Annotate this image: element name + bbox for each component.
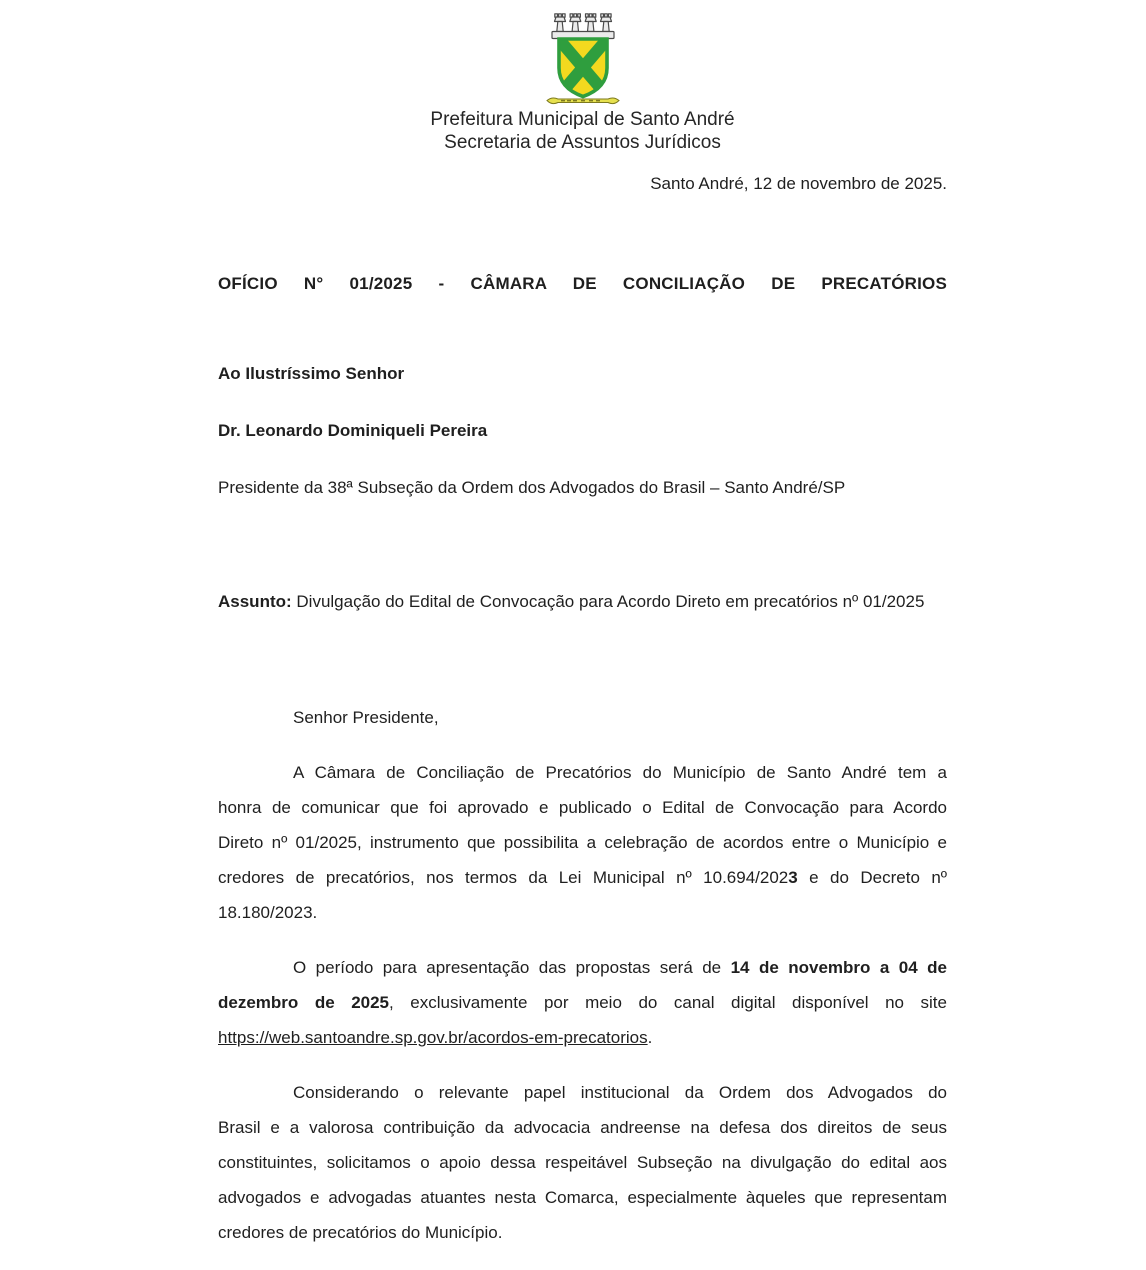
recipient-name: Dr. Leonardo Dominiqueli Pereira [218, 421, 488, 440]
paragraph-line: O período para apresentação das propostas será de 14 de novembro a 04 de [293, 958, 947, 977]
recipient-salutation: Ao Ilustríssimo Senhor [218, 364, 405, 383]
subject-text: Divulgação do Edital de Convocação para Acordo Direto em precatórios nº 01/2025 [291, 592, 925, 611]
body-paragraphs [218, 755, 947, 1250]
recipient-title: Presidente da 38ª Subseção da Ordem dos Advogados do Brasil – Santo André/SP [218, 478, 846, 497]
paragraph-line: credores de precatórios do Município. [218, 1223, 503, 1242]
reference-line: OFÍCIO N° 01/2025 - CÂMARA DE CONCILIAÇÃO DE PRECATÓRIOS [218, 274, 947, 293]
greeting-line: Senhor Presidente, [293, 708, 439, 727]
paragraph-line: 18.180/2023. [218, 903, 318, 922]
motto-banner-icon [547, 98, 619, 104]
subject-label: Assunto: [218, 592, 292, 611]
city-coat-of-arms [533, 8, 633, 108]
paragraph-1 [218, 755, 947, 930]
date-line: Santo André, 12 de novembro de 2025. [650, 174, 947, 193]
paragraph-line: A Câmara de Conciliação de Precatórios do Município de Santo André tem a [293, 763, 947, 782]
paragraph-line: credores de precatórios, nos termos da Lei Municipal nº 10.694/2023 e do Decreto nº [218, 868, 947, 887]
edital-url-text: https://web.santoandre.sp.gov.br/acordos-em-precatorios [218, 1028, 648, 1047]
paragraph-line: Brasil e a valorosa contribuição da advocacia andreense na defesa dos direitos de seus [218, 1118, 947, 1137]
paragraph-2 [218, 950, 947, 1055]
paragraph-line: dezembro de 2025, exclusivamente por meio do canal digital disponível no site [218, 993, 947, 1012]
paragraph-3 [218, 1075, 947, 1250]
shield-icon [557, 37, 609, 98]
mural-crown-icon [552, 14, 614, 39]
org-name-line1: Prefeitura Municipal de Santo André [430, 109, 735, 130]
paragraph-line: https://web.santoandre.sp.gov.br/acordos-em-precatorios. [218, 1028, 653, 1047]
subject-line [218, 590, 947, 614]
paragraph-line: advogados e advogadas atuantes nesta Comarca, especialmente àqueles que representam [218, 1188, 947, 1207]
paragraph-line: honra de comunicar que foi aprovado e publicado o Edital de Convocação para Acordo [218, 798, 947, 817]
paragraph-line: Considerando o relevante papel institucional da Ordem dos Advogados do [293, 1083, 947, 1102]
paragraph-line: Direto nº 01/2025, instrumento que possibilita a celebração de acordos entre o Município e [218, 833, 947, 852]
org-name-line2: Secretaria de Assuntos Jurídicos [444, 132, 721, 153]
paragraph-line: constituintes, solicitamos o apoio dessa respeitável Subseção na divulgação do edital aos [218, 1153, 947, 1172]
letter-content [218, 0, 947, 1250]
